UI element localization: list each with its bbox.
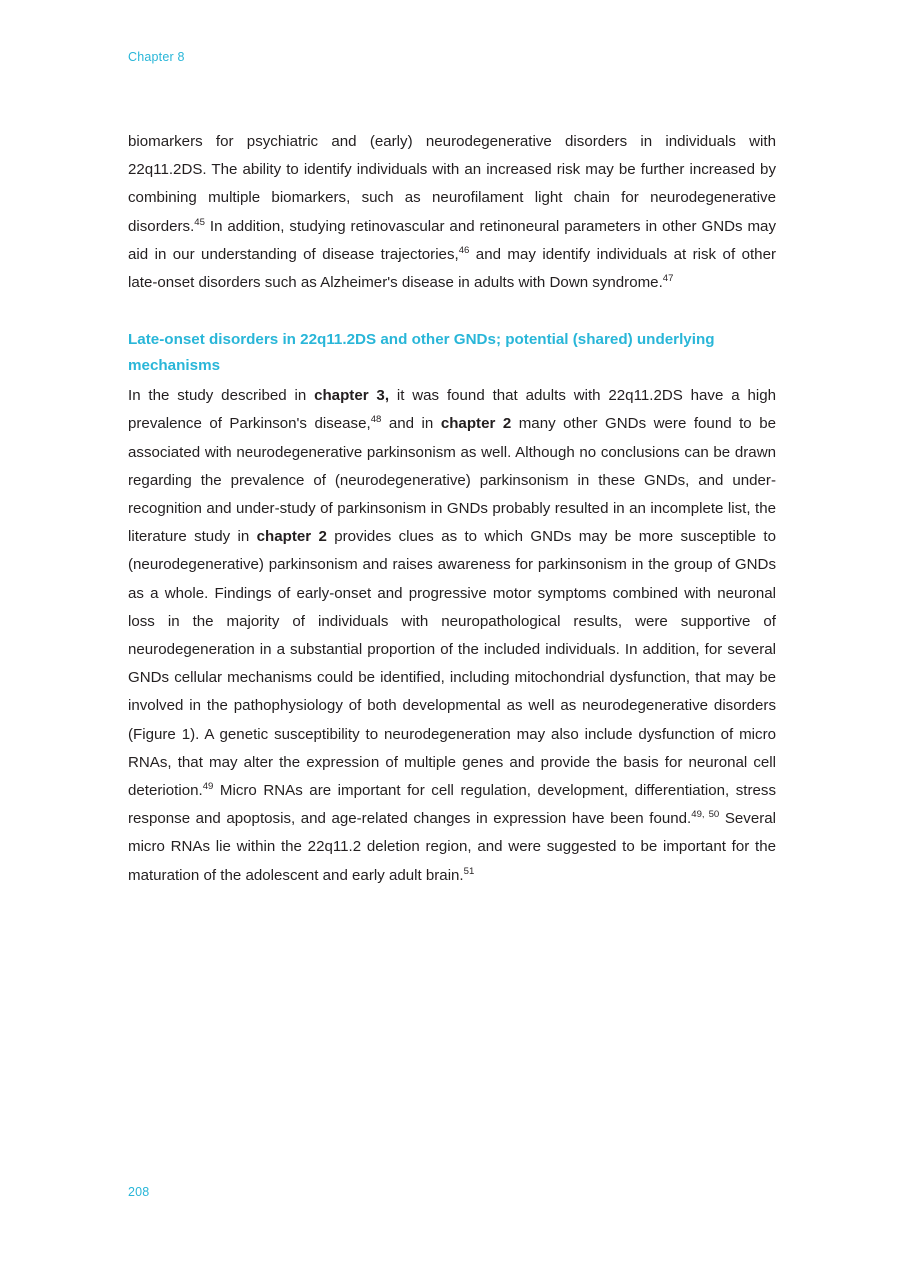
paragraph-late-onset-disorders: In the study described in chapter 3, it was found that adults with 22q11.2DS have a high prevalence of Parkinson's disease,$^{48}$ and in chapter 2 many other GNDs were found to be associated with neurodegenerative parkinsonism as well. Although no conclusions can be drawn regarding the prevalence of (neurodegenerative) parkinsonism in these GNDs, and under-recognition and under-study of parkinsonism in GNDs probably resulted in an incomplete list, the literature study in chapter 2 provides clues as to which GNDs may be more susceptible to (neurodegenerative) parkinsonism and raises awareness for parkinsonism in the group of GNDs as a whole. Findings of early-onset and progressive motor symptoms combined with neuronal loss in the majority of individuals with neuropathological results, were supportive of neurodegeneration in a substantial proportion of the included individuals. In addition, for several GNDs cellular mechanisms could be identified, including mitochondrial dysfunction, that may be involved in the pathophysiology of both developmental as well as neurodegenerative disorders (Figure 1). A genetic susceptibility to neurodegeneration may also include dysfunction of micro RNAs, that may alter the expression of multiple genes and provide the basis for neuronal cell deteriotion.$^{49}$ Micro RNAs are important for cell regulation, development, differentiation, stress response and apoptosis, and age-related changes in expression have been found.$^{49, 50}$ Several micro RNAs lie within the 22q11.2 deletion region, and were suggested to be important for the maturation of the adolescent and early adult brain.$^{51}$ xyxy=(128,387,777,884)
section-heading-late-onset-disorders: Late-onset disorders in 22q11.2DS and other GNDs; potential (shared) underlying mechanisms xyxy=(128,331,715,375)
running-head-chapter: Chapter 8 xyxy=(128,50,185,64)
paragraph-biomarkers: biomarkers for psychiatric and (early) neurodegenerative disorders in individuals with 22q11.2DS. The ability to identify individuals with an increased risk may be further increased by combining multiple biomarkers, such as neurofilament light chain for neurodegenerative disorders.$^{45}$ In addition, studying retinovascular and retinoneural parameters in other GNDs may aid in our understanding of disease trajectories,$^{46}$ and may identify individuals at risk of other late-onset disorders such as Alzheimer's disease in adults with Down syndrome.$^{47}$ xyxy=(128,133,776,292)
page-body xyxy=(128,128,776,890)
page-number: 208 xyxy=(128,1185,150,1199)
